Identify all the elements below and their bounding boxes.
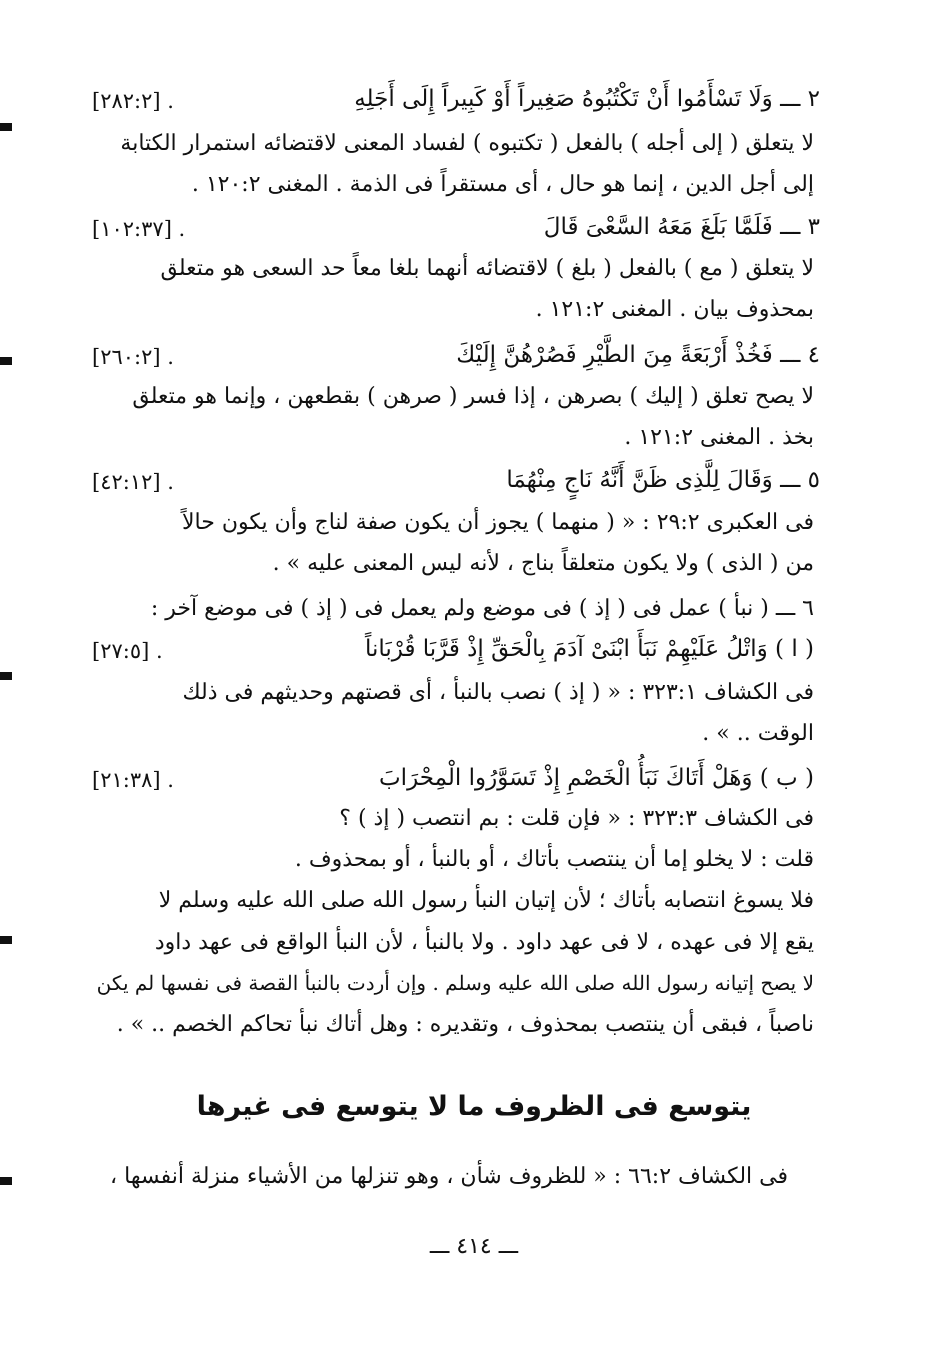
scan-edge-mark [0,357,12,365]
section-heading: يتوسع فى الظروف ما لا يتوسع فى غيرها [196,1091,752,1122]
entry-2-body-line-1: لا يتعلق ( إلى أجله ) بالفعل ( تكتبوه ) لفساد المعنى لاقتضائه استمرار الكتابة [120,131,814,156]
scan-edge-mark [0,1177,12,1185]
entry-3-body-line-1: لا يتعلق ( مع ) بالفعل ( بلغ ) لاقتضائه أنهما بلغا معاً حد السعى هو متعلق [160,256,814,281]
verse-5: ٥ ـــ وَقَالَ لِلَّذِى ظَنَّ أَنَّهُ نَاجٍ مِنْهُمَا [506,467,820,493]
entry-6b-body-line-5: لا يصح إتيانه رسول الله صلى الله عليه وسلم . وإن أردت بالنبأ القصة فى نفسها لم يكن [96,971,814,995]
verse-3: ٣ ـــ فَلَمَّا بَلَغَ مَعَهُ السَّعْىَ قَالَ [543,214,820,240]
verse-6b-reference: [٢١:٣٨] . [92,768,174,792]
entry-5-body-line-2: من ( الذى ) ولا يكون متعلقاً بناج ، لأنه ليس المعنى عليه » . [272,551,814,576]
entry-2-body-line-2: إلى أجل الدين ، إنما هو حال ، أى مستقراً فى الذمة . المغنى ١٢٠:٢ . [191,172,814,197]
entry-6b-body-line-3: فلا يسوغ انتصابه بأتاك ؛ لأن إتيان النبأ رسول الله صلى الله عليه وسلم لا [158,888,814,913]
entry-5-body-line-1: فى العكبرى ٢٩:٢ : « ( منهما ) يجوز أن يكون صفة لناج وأن يكون حالاً [182,510,814,535]
verse-4-reference: [٢٦٠:٢] . [92,345,174,369]
verse-2-reference: [٢٨٢:٢] . [92,89,174,113]
entry-4-body-line-2: بخذ . المغنى ١٢١:٢ . [624,425,814,450]
entry-6b-body-line-1: فى الكشاف ٣٢٣:٣ : « فإن قلت : بم انتصب ( إذ ) ؟ [339,806,814,831]
entry-4-body-line-1: لا يصح تعلق ( إليك ) بصرهن ، إذا فسر ( صرهن ) بقطعهن ، وإنما هو متعلق [132,384,814,409]
scan-edge-mark [0,672,12,680]
entry-6a-body-line-1: فى الكشاف ٣٢٣:١ : « ( إذ ) نصب بالنبأ ، أى قصتهم وحديثهم فى ذلك [182,680,814,705]
section-first-line: فى الكشاف ٦٦:٢ : « للظروف شأن ، وهو تنزلها من الأشياء منزلة أنفسها ، [110,1164,788,1189]
entry-6b-body-line-4: يقع إلا فى عهده ، لا فى عهد داود . ولا بالنبأ ، لأن النبأ الواقع فى عهد داود [154,930,814,955]
verse-3-reference: [١٠٢:٣٧] . [92,217,186,241]
entry-6b-body-line-2: قلت : لا يخلو إما أن ينتصب بأتاك ، أو بالنبأ ، أو بمحذوف . [294,847,814,872]
verse-5-reference: [٤٢:١٢] . [92,470,174,494]
entry-6-intro: ٦ ـــ ( نبأ ) عمل فى ( إذ ) فى موضع ولم يعمل فى ( إذ ) فى موضع آخر : [150,596,814,621]
entry-3-body-line-2: بمحذوف بيان . المغنى ١٢١:٢ . [535,297,814,322]
verse-6a: ( ا ) وَاتْلُ عَلَيْهِمْ نَبَأَ ابْنَىْ آدَمَ بِالْحَقِّ إِذْ قَرَّبَا قُرْبَاناً [364,636,814,662]
entry-6b-body-line-6: ناصباً ، فبقى أن ينتصب بمحذوف ، وتقديره : وهل أتاك نبأ تحاكم الخصم .. » . [116,1012,814,1037]
verse-4: ٤ ـــ فَخُذْ أَرْبَعَةً مِنَ الطَّيْرِ فَصُرْهُنَّ إِلَيْكَ [456,342,820,368]
scan-edge-mark [0,936,12,944]
scan-edge-mark [0,123,12,131]
page-number: ـــ ٤١٤ ـــ [429,1234,519,1259]
entry-6a-body-line-2: الوقت .. » . [702,721,814,746]
verse-6b: ( ب ) وَهَلْ أَتَاكَ نَبَأُ الْخَصْمِ إِذْ تَسَوَّرُوا الْمِحْرَابَ [379,765,814,791]
verse-2: ٢ ـــ وَلَا تَسْأَمُوا أَنْ تَكْتُبُوهُ صَغِيراً أَوْ كَبِيراً إِلَى أَجَلِهِ [354,86,820,112]
verse-6a-reference: [٢٧:٥] . [92,639,163,663]
